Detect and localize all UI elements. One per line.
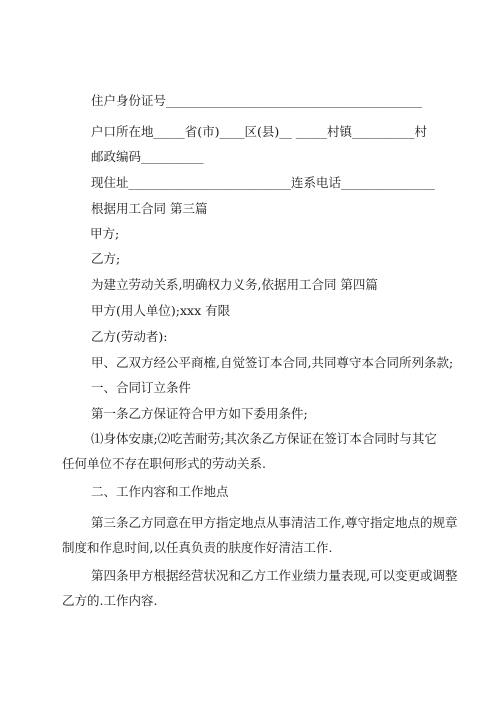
section-1-heading: 一、合同订立条件 (91, 380, 192, 395)
section-2-heading: 二、工作内容和工作地点 (91, 484, 229, 499)
article-2-line-2: 任何单位不存在职何形式的劳动关系. (62, 456, 266, 471)
section-heading-4: 为建立劳动关系,明确权力义务,依据用工合同 第四篇 (91, 277, 378, 292)
article-4-line-2: 乙方的.工作内容. (62, 593, 158, 608)
employer-line: 甲方(用人单位);xxx 有限 (91, 303, 231, 318)
party-b-label: 乙方; (91, 251, 121, 266)
section-heading-3: 根据用工合同 第三篇 (91, 201, 208, 216)
article-1: 第一条乙方保证符合甲方如下委用条件; (91, 406, 308, 421)
current-address-line: 现住址__________________________连系电话_______________ (91, 175, 435, 190)
article-4-line-1: 第四条甲方根据经营状况和乙方工作业绩力量表现,可以变更或调整 (91, 568, 458, 583)
employee-line: 乙方(劳动者): (91, 329, 168, 344)
article-2-line-1: ⑴身体安康;⑵吃苦耐劳;其次条乙方保证在签订本合同时与其它 (91, 431, 437, 446)
article-3-line-2: 制度和作息时间,以任真负责的肤度作好清洁工作. (62, 540, 333, 555)
postal-code-line: 邮政编码__________ (91, 149, 204, 164)
party-a-label: 甲方; (90, 226, 120, 241)
household-address-line: 户口所在地_____省(市)____区(县)__ _____村镇__________村 (91, 124, 427, 139)
id-number-line: 住户身份证号_________________________________________ (91, 93, 423, 108)
article-3-line-1: 第三条乙方同意在甲方指定地点从事清洁工作,尊守指定地点的规章 (91, 515, 458, 530)
agreement-paragraph: 甲、乙双方经公平商榷,自觉签订本合同,共同尊守本合同所列条款; (91, 355, 454, 370)
